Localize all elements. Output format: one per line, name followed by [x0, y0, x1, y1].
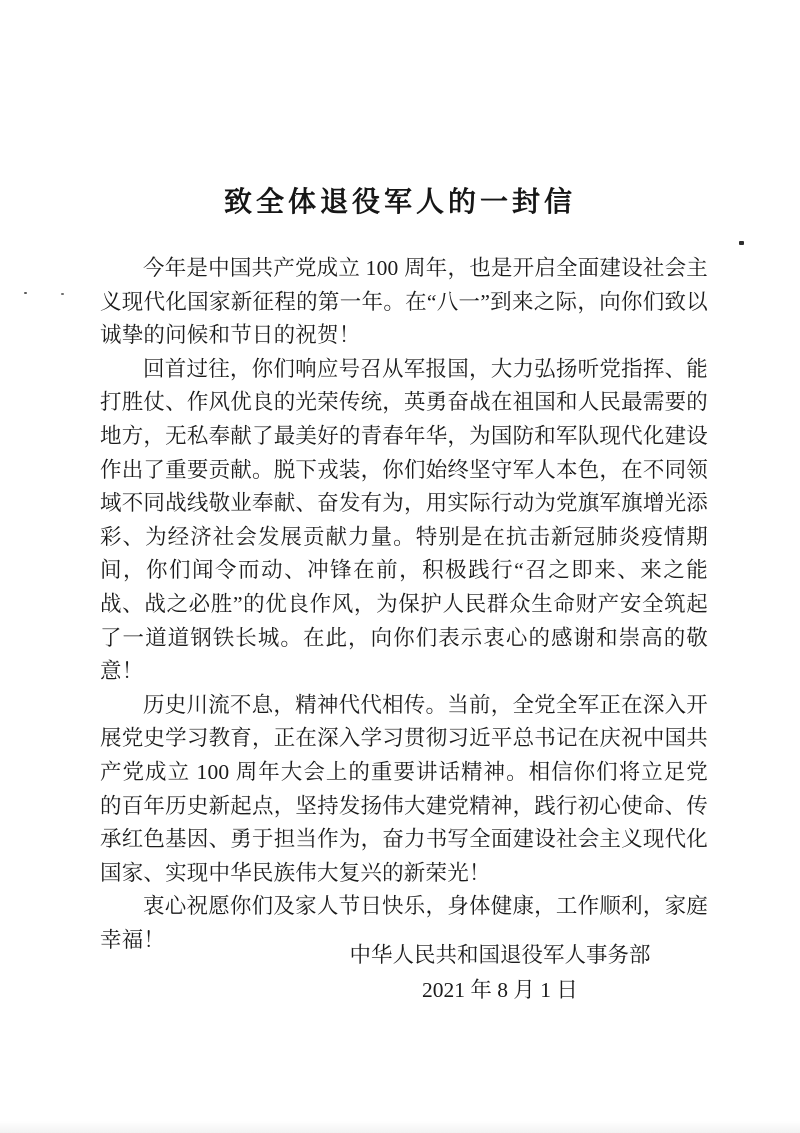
scan-speck	[739, 241, 744, 245]
scan-speck	[24, 292, 27, 294]
closing-block	[340, 938, 660, 1008]
letter-body	[100, 252, 708, 957]
letter-title: 致全体退役军人的一封信	[223, 187, 576, 218]
paragraph-outlook: 历史川流不息，精神代代相传。当前，全党全军正在深入开展党史学习教育，正在深入学习贯彻习近平总书记在庆祝中国共产党成立 100 周年大会上的重要讲话精神。相信你们将立足党的百年历史新起点，坚持发扬伟大建党精神，践行初心使命、传承红色基因、勇于担当作为，奋力书写全面建设社会主义现代化国家、实现中华民族伟大复兴的新荣光！	[100, 692, 708, 885]
paragraph-opening: 今年是中国共产党成立 100 周年，也是开启全面建设社会主义现代化国家新征程的第一年。在“八一”到来之际，向你们致以诚挚的问候和节日的祝贺！	[100, 256, 708, 348]
paragraph-wishes: 衷心祝愿你们及家人节日快乐，身体健康，工作顺利，家庭幸福！	[100, 894, 708, 952]
scan-speck	[61, 293, 64, 295]
paragraph-tribute: 回首过往，你们响应号召从军报国，大力弘扬听党指挥、能打胜仗、作风优良的光荣传统，英勇奋战在祖国和人民最需要的地方，无私奉献了最美好的青春年华，为国防和军队现代化建设作出了重要贡献。脱下戎装，你们始终坚守军人本色，在不同领域不同战线敬业奉献、奋发有为，用实际行动为党旗军旗增光添彩、为经济社会发展贡献力量。特别是在抗击新冠肺炎疫情期间，你们闻令而动、冲锋在前，积极践行“召之即来、来之能战、战之必胜”的优良作风，为保护人民群众生命财产安全筑起了一道道钢铁长城。在此，向你们表示衷心的感谢和崇高的敬意！	[100, 356, 708, 684]
signature-ministry: 中华人民共和国退役军人事务部	[349, 943, 651, 967]
scan-edge-shadow	[0, 1121, 800, 1133]
letter-date: 2021 年 8 月 1 日	[422, 978, 578, 1002]
